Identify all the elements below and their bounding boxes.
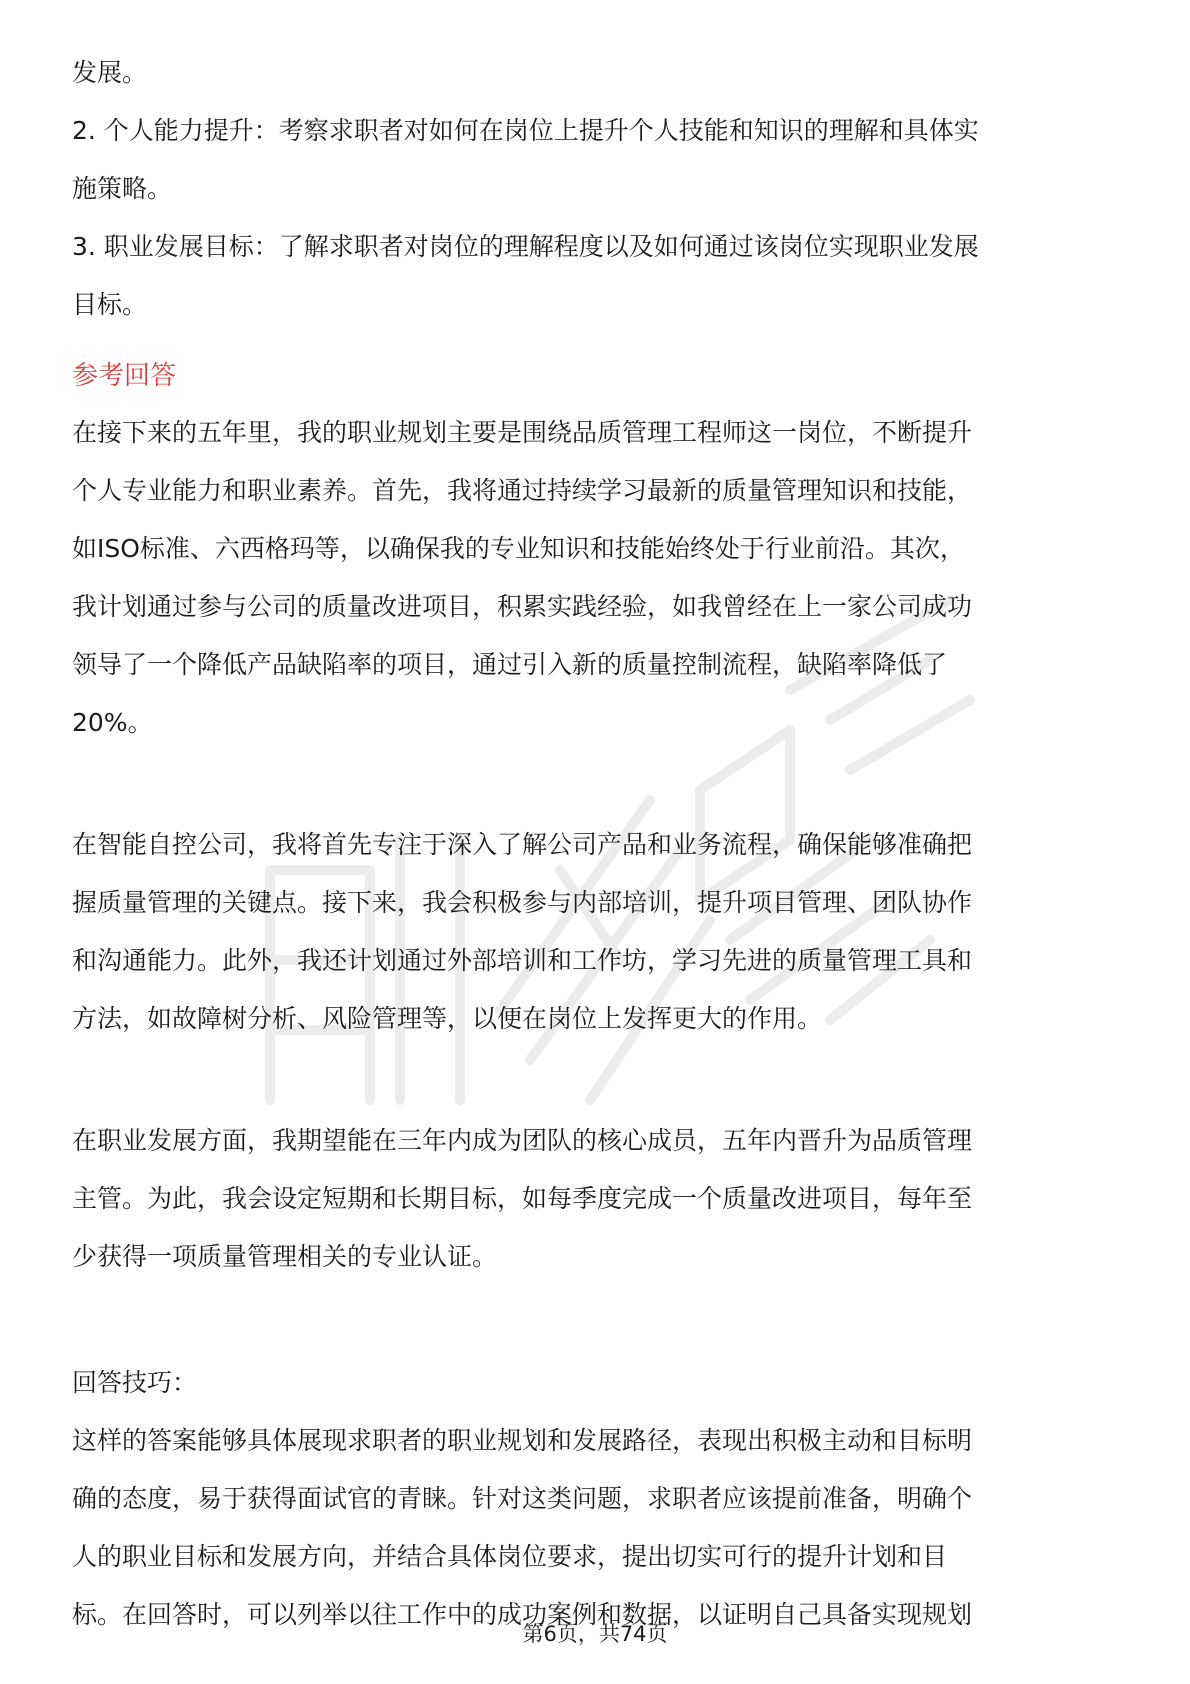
answer-line: 在接下来的五年里，我的职业规划主要是围绕品质管理工程师这一岗位，不断提升 bbox=[72, 418, 973, 447]
answer-line: 方法，如故障树分析、风险管理等，以便在岗位上发挥更大的作用。 bbox=[72, 1004, 823, 1033]
answer-line: 在智能自控公司，我将首先专注于深入了解公司产品和业务流程，确保能够准确把 bbox=[72, 830, 973, 859]
answer-line: 我计划通过参与公司的质量改进项目，积累实践经验，如我曾经在上一家公司成功 bbox=[72, 592, 973, 621]
intro-section bbox=[72, 44, 1118, 334]
tips-line: 这样的答案能够具体展现求职者的职业规划和发展路径，表现出积极主动和目标明 bbox=[72, 1426, 973, 1455]
paragraph-spacer bbox=[72, 752, 1118, 816]
answer-line: 和沟通能力。此外，我还计划通过外部培训和工作坊，学习先进的质量管理工具和 bbox=[72, 946, 973, 975]
answer-line: 在职业发展方面，我期望能在三年内成为团队的核心成员，五年内晋升为品质管理 bbox=[72, 1126, 973, 1155]
tips-heading: 回答技巧： bbox=[72, 1368, 198, 1397]
answer-line: 握质量管理的关键点。接下来，我会积极参与内部培训，提升项目管理、团队协作 bbox=[72, 888, 973, 917]
answer-paragraph bbox=[72, 816, 1118, 1048]
answer-paragraph bbox=[72, 404, 1118, 752]
tips-line: 人的职业目标和发展方向，并结合具体岗位要求，提出切实可行的提升计划和目 bbox=[72, 1542, 948, 1571]
tips-paragraph bbox=[72, 1412, 1118, 1644]
paragraph-spacer bbox=[72, 1286, 1118, 1354]
tips-line: 确的态度，易于获得面试官的青睐。针对这类问题，求职者应该提前准备，明确个 bbox=[72, 1484, 973, 1513]
answer-line: 20%。 bbox=[72, 708, 153, 737]
answer-line: 领导了一个降低产品缺陷率的项目，通过引入新的质量控制流程，缺陷率降低了 bbox=[72, 650, 948, 679]
intro-line: 目标。 bbox=[72, 290, 148, 319]
answer-heading: 参考回答 bbox=[72, 361, 177, 391]
intro-line: 施策略。 bbox=[72, 174, 173, 203]
intro-line: 2. 个人能力提升：考察求职者对如何在岗位上提升个人技能和知识的理解和具体实 bbox=[72, 116, 979, 145]
paragraph-spacer bbox=[72, 1048, 1118, 1112]
answer-line: 个人专业能力和职业素养。首先，我将通过持续学习最新的质量管理知识和技能， bbox=[72, 476, 973, 505]
intro-line: 发展。 bbox=[72, 58, 148, 87]
answer-line: 少获得一项质量管理相关的专业认证。 bbox=[72, 1242, 498, 1271]
answer-paragraph bbox=[72, 1112, 1118, 1286]
page-number-footer: 第6页，共74页 bbox=[522, 1622, 668, 1646]
answer-line: 如ISO标准、六西格玛等，以确保我的专业知识和技能始终处于行业前沿。其次， bbox=[72, 534, 965, 563]
tips-line: 标。在回答时，可以列举以往工作中的成功案例和数据，以证明自己具备实现规划 bbox=[72, 1600, 973, 1629]
document-body bbox=[72, 44, 1118, 1644]
intro-line: 3. 职业发展目标：了解求职者对岗位的理解程度以及如何通过该岗位实现职业发展 bbox=[72, 232, 979, 261]
answer-line: 主管。为此，我会设定短期和长期目标，如每季度完成一个质量改进项目，每年至 bbox=[72, 1184, 973, 1213]
